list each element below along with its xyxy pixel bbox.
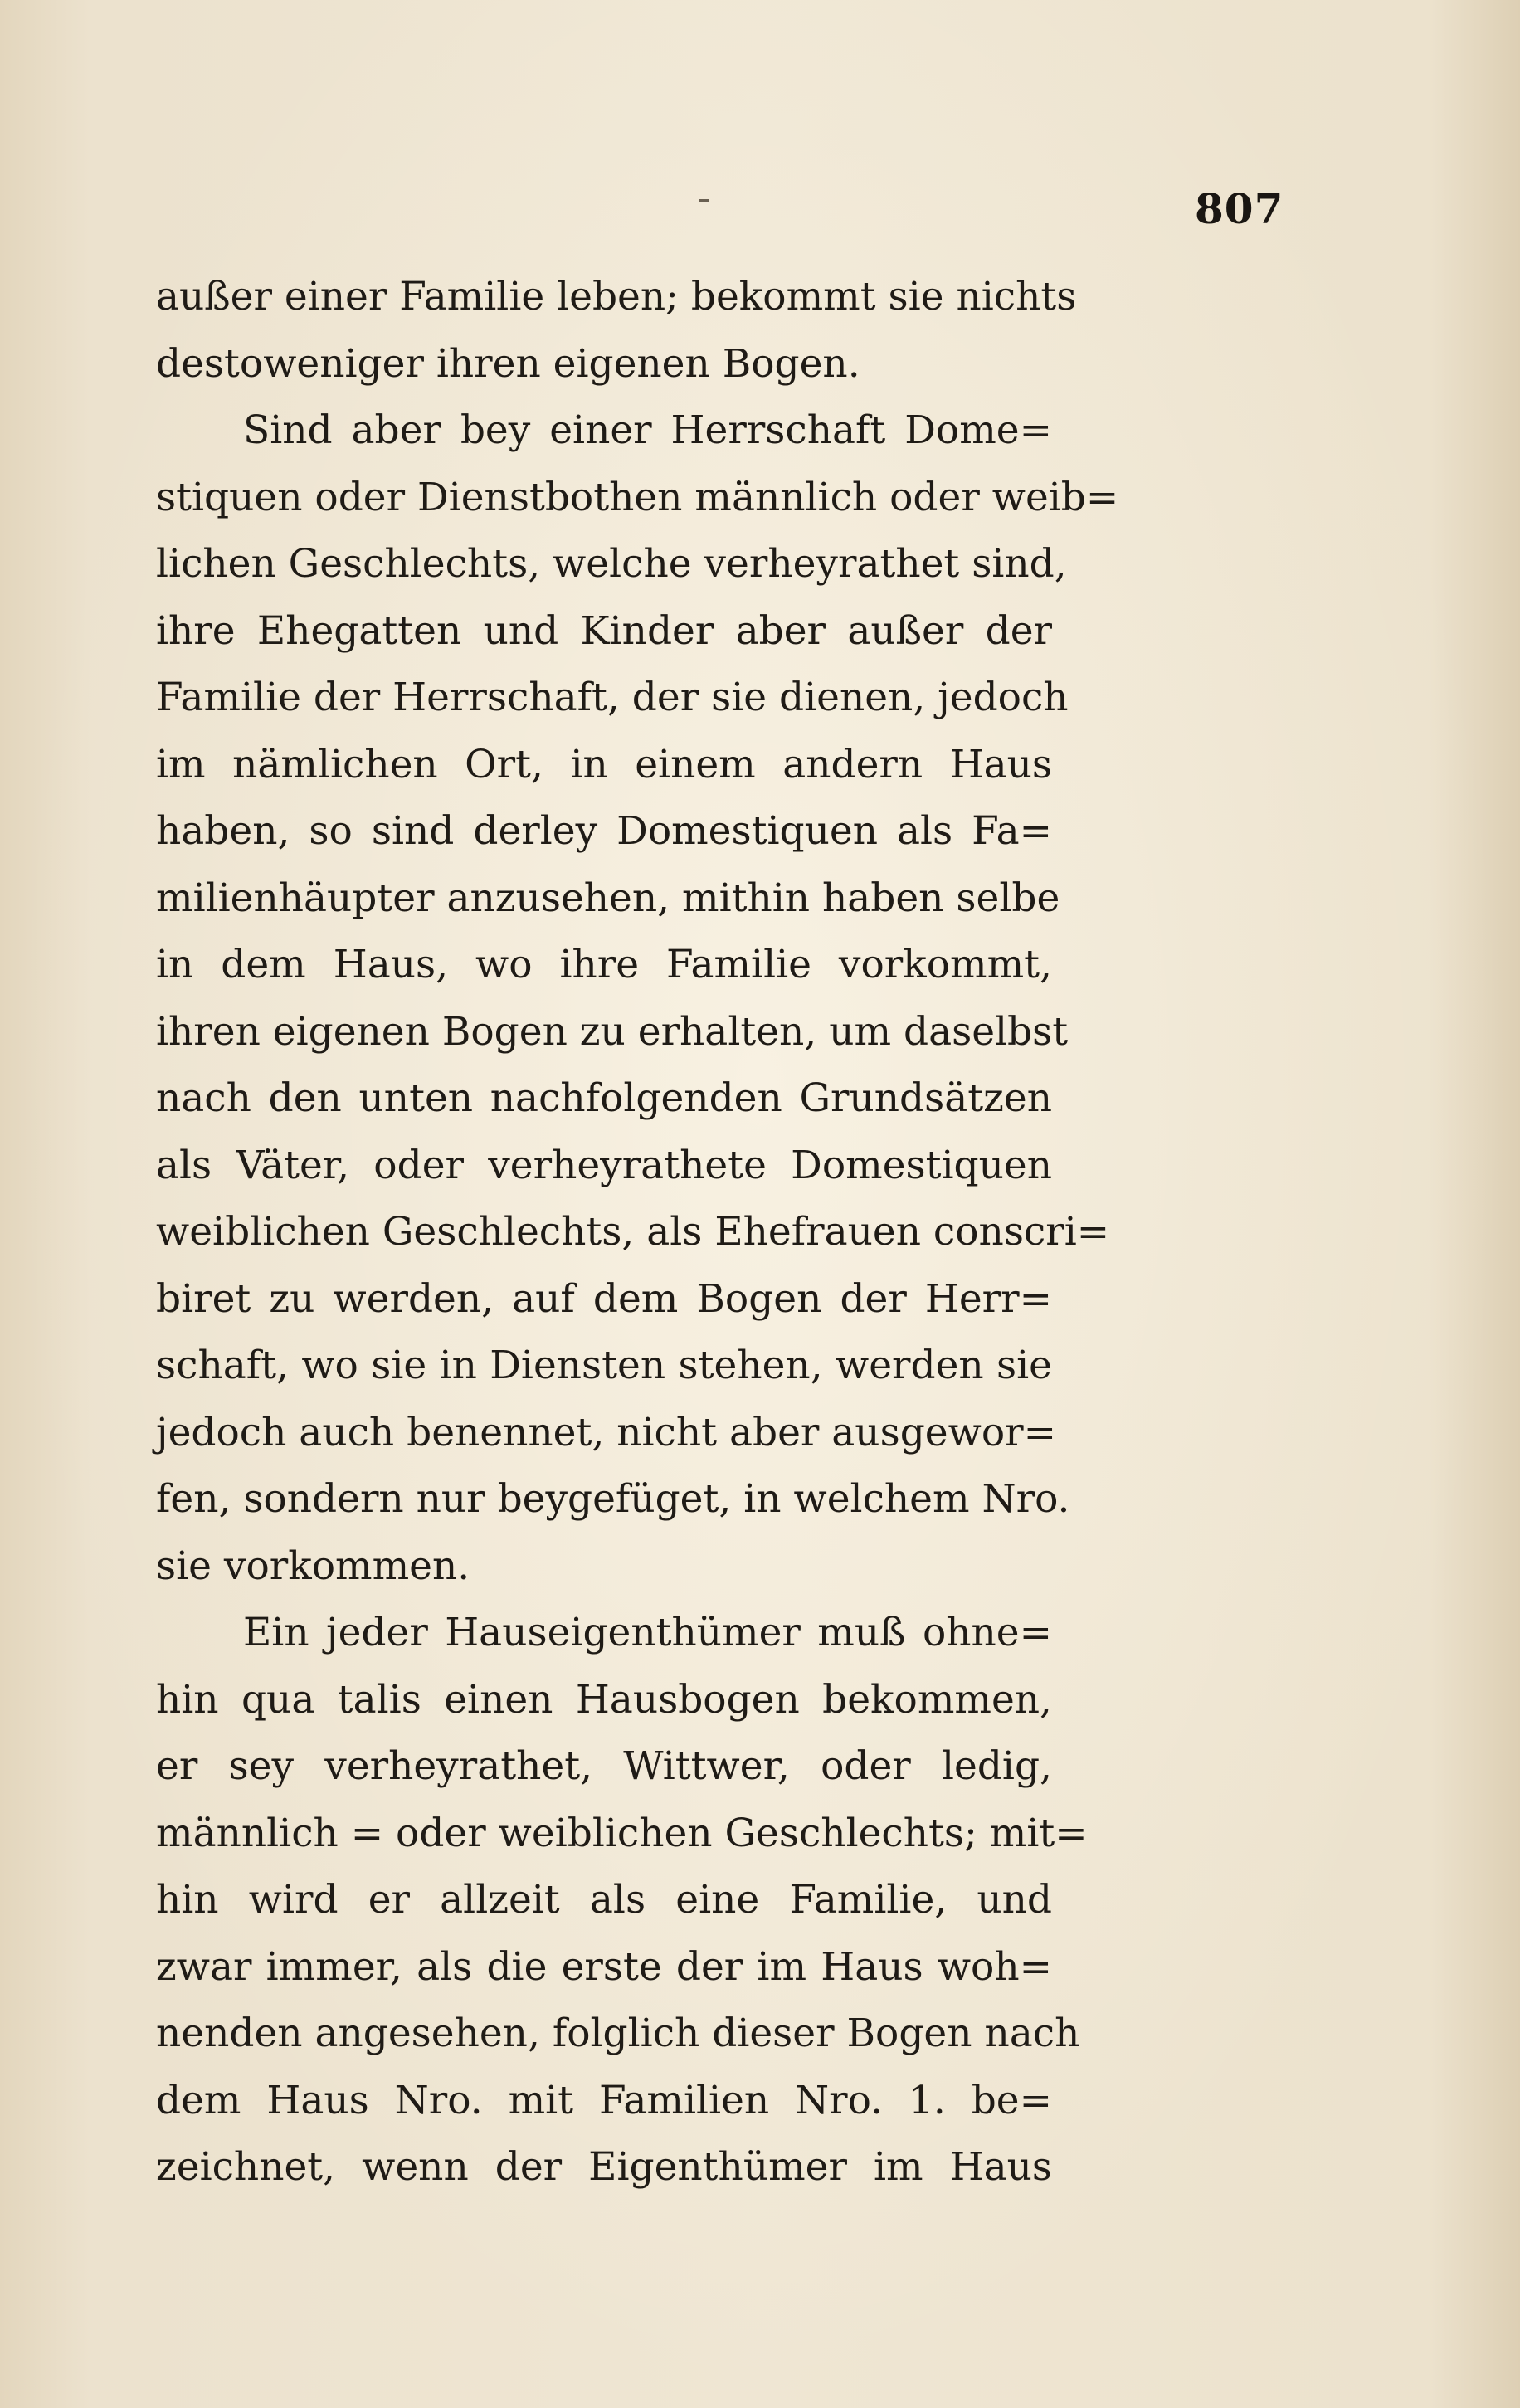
text-line: Familie der Herrschaft, der sie dienen, jedoch bbox=[156, 675, 1069, 720]
text-line: dem Haus Nro. mit Familien Nro. 1. be= bbox=[156, 2077, 1052, 2123]
text-line: nenden angesehen, folglich dieser Bogen nach bbox=[156, 2011, 1080, 2056]
text-line: er sey verheyrathet, Wittwer, oder ledig, bbox=[156, 1743, 1052, 1789]
text-line: milienhäupter anzusehen, mithin haben selbe bbox=[156, 875, 1060, 921]
text-line: männlich = oder weiblichen Geschlechts; mit= bbox=[156, 1810, 1088, 1856]
header-dash-mark bbox=[699, 199, 709, 202]
body-text bbox=[156, 264, 1119, 2201]
text-line: stiquen oder Dienstbothen männlich oder weib= bbox=[156, 474, 1119, 520]
text-line: nach den unten nachfolgenden Grundsätzen bbox=[156, 1075, 1052, 1121]
page-number: 807 bbox=[1195, 184, 1284, 233]
text-line: hin wird er allzeit als eine Familie, und bbox=[156, 1877, 1052, 1923]
text-line: ihren eigenen Bogen zu erhalten, um daselbst bbox=[156, 1008, 1069, 1055]
text-line: destoweniger ihren eigenen Bogen. bbox=[156, 340, 860, 387]
text-line: außer einer Familie leben; bekommt sie nichts bbox=[156, 274, 1077, 319]
text-line: jedoch auch benennet, nicht aber ausgewor= bbox=[156, 1409, 1056, 1455]
text-line: hin qua talis einen Hausbogen bekommen, bbox=[156, 1676, 1052, 1723]
text-line: in dem Haus, wo ihre Familie vorkommt, bbox=[156, 942, 1052, 987]
text-line: ihre Ehegatten und Kinder aber außer der bbox=[156, 607, 1052, 654]
text-line: lichen Geschlechts, welche verheyrathet sind, bbox=[156, 541, 1067, 587]
text-line: biret zu werden, auf dem Bogen der Herr= bbox=[156, 1275, 1052, 1322]
text-line: haben, so sind derley Domestiquen als Fa= bbox=[156, 808, 1052, 854]
text-line: schaft, wo sie in Diensten stehen, werden sie bbox=[156, 1343, 1052, 1388]
text-line: Sind aber bey einer Herrschaft Dome= bbox=[243, 407, 1052, 453]
text-line: im nämlichen Ort, in einem andern Haus bbox=[156, 741, 1052, 787]
text-line: zeichnet, wenn der Eigenthümer im Haus bbox=[156, 2144, 1052, 2190]
text-line: fen, sondern nur beygefüget, in welchem Nro. bbox=[156, 1476, 1070, 1522]
text-line: zwar immer, als die erste der im Haus woh= bbox=[156, 1943, 1052, 1990]
text-line: sie vorkommen. bbox=[156, 1543, 470, 1589]
text-line: als Väter, oder verheyrathete Domestiquen bbox=[156, 1142, 1052, 1188]
text-line: weiblichen Geschlechts, als Ehefrauen conscri= bbox=[156, 1209, 1110, 1255]
text-line: Ein jeder Hauseigenthümer muß ohne= bbox=[243, 1610, 1052, 1655]
